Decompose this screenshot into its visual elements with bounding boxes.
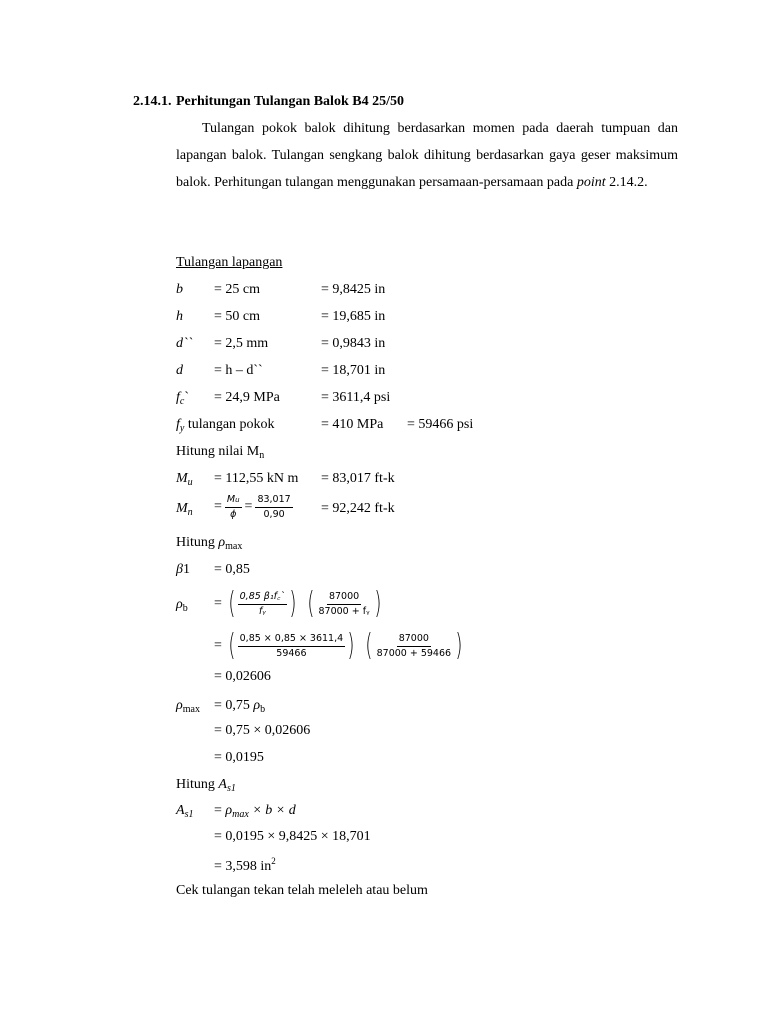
mn-fraction-1: $\frac{Mu}{\phi}$ <box>226 493 240 520</box>
row-d-symbol: d <box>176 363 183 378</box>
as1-substituted: = 0,0195 × 9,8425 × 18,701 <box>214 829 371 844</box>
rhob-symbol: $\rho_b$ <box>176 597 188 614</box>
mu-converted: = 83,017 ft-k <box>321 471 395 486</box>
rhomax-step-2: = 0,75 × 0,02606 <box>214 723 311 738</box>
mn-heading: Hitung nilai $M_n$ <box>176 444 265 461</box>
beta-value: = 0,85 <box>214 562 250 577</box>
mn-formula: = $\frac{Mu}{\phi}$ = $\frac{83,017}{0,90}$ <box>214 493 291 520</box>
as1-symbol: $A_{s1}$ <box>176 803 194 820</box>
row-fc-symbol: $f_c`$ <box>176 390 190 407</box>
row-fy-symbol: $f_y$ tulangan pokok <box>176 417 275 434</box>
rhomax-value: = 0,75 $\rho_b$ <box>214 698 266 715</box>
row-h-converted: = 19,685 in <box>321 309 386 324</box>
row-fc-converted: = 3611,4 psi <box>321 390 391 405</box>
mu-symbol: $M_u$ <box>176 471 193 488</box>
rhob-group-2: ( $\frac{87000}{\text{87000 + fᵧ}}$ ) <box>307 586 381 621</box>
as1-formula: = $\rho_{max} \times b \times d$ <box>214 803 296 820</box>
intro-paragraph: Tulangan pokok balok dihitung berdasarkan momen pada daerah tumpuan dan lapangan balok. Tulangan sengkang balok dihitung berdasarkan gaya geser maksimum balok. Perhitungan tulangan menggunakan persamaan-persamaan pada point 2.14.2. <box>176 121 678 190</box>
rhob2-group-2: ( $\frac{87000}{87000 + 59466}$ ) <box>365 628 463 663</box>
row-fy-converted: = 59466 psi <box>407 417 474 432</box>
beta-symbol: β1 <box>176 562 190 577</box>
row-d-value: = h – d`` <box>214 363 263 378</box>
as1-heading: Hitung $A_{s1}$ <box>176 777 236 794</box>
row-h-symbol: h <box>176 309 183 324</box>
cek-tulangan-text: Cek tulangan tekan telah meleleh atau belum <box>176 883 428 898</box>
row-b-symbol: b <box>176 282 183 297</box>
row-d-converted: = 18,701 in <box>321 363 386 378</box>
lapangan-heading: Tulangan lapangan <box>176 255 283 270</box>
rhomax-symbol: $\rho_{max}$ <box>176 698 200 715</box>
row-dd-value: = 2,5 mm <box>214 336 269 351</box>
mn-converted: = 92,242 ft-k <box>321 501 395 516</box>
row-b-value: = 25 cm <box>214 282 260 297</box>
mu-value: = 112,55 kN m <box>214 471 299 486</box>
mn-fraction-2: $\frac{83,017}{0,90}$ <box>257 493 291 520</box>
row-dd-symbol: d`` <box>176 336 193 351</box>
row-b-converted: = 9,8425 in <box>321 282 386 297</box>
rhob-formula: = ( $\frac{\text{0,85 β₁f꜀`}}{\text{fᵧ}}$ ) ( $\frac{87000}{\text{87000 + fᵧ}}$ ) <box>214 586 383 622</box>
row-fc-value: = 24,9 MPa <box>214 390 280 405</box>
row-dd-converted: = 0,9843 in <box>321 336 386 351</box>
row-fy-value: = 410 MPa <box>321 417 384 432</box>
rhob-substituted: = ( $\frac{0,85 \times 0,85 \times 3611,4}{59466}$ ) ( $\frac{87000}{87000 + 59466}$ ) <box>214 628 465 664</box>
section-title: Perhitungan Tulangan Balok B4 25/50 <box>176 94 404 109</box>
section-number: 2.14.1. <box>133 94 172 109</box>
rhob-group-1: ( $\frac{\text{0,85 β₁f꜀`}}{\text{fᵧ}}$ ) <box>228 586 297 621</box>
row-h-value: = 50 cm <box>214 309 260 324</box>
rhob-result: = 0,02606 <box>214 669 271 684</box>
as1-result: = 3,598 $in^2$ <box>214 856 276 874</box>
rhomax-heading: Hitung $\rho_{max}$ <box>176 535 243 552</box>
rhomax-result: = 0,0195 <box>214 750 264 765</box>
mn-symbol: $M_n$ <box>176 501 193 518</box>
rhob2-group-1: ( $\frac{0,85 \times 0,85 \times 3611,4}{59466}$ ) <box>228 628 355 663</box>
